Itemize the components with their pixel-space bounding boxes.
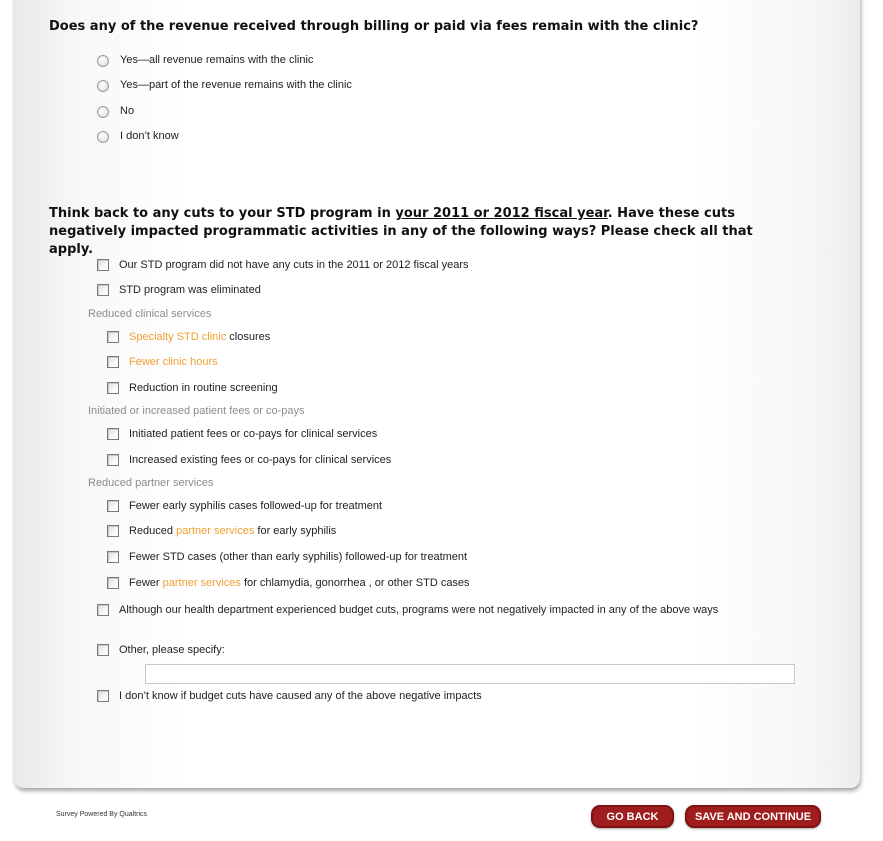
checkbox-option-reduced-partner-services[interactable] [107,525,336,537]
radio-button[interactable] [97,55,109,67]
highlighted-term: partner services [176,525,255,537]
radio-button[interactable] [97,131,109,143]
checkbox-option-other[interactable] [97,644,225,656]
radio-label: Yes—all revenue remains with the clinic [120,54,314,66]
checkbox[interactable] [97,604,109,616]
checkbox[interactable] [107,331,119,343]
checkbox[interactable] [107,454,119,466]
save-and-continue-button[interactable]: SAVE AND CONTINUE [685,805,821,828]
group-label-clinical: Reduced clinical services [88,308,212,320]
radio-option-part-revenue[interactable] [97,79,352,91]
label-pre: Fewer [129,577,163,589]
question-2-title-fiscal-year: your 2011 or 2012 fiscal year [395,206,608,221]
checkbox-option-fewer-syphilis[interactable] [107,500,382,512]
highlighted-term: Specialty STD clinic [129,331,227,343]
question-2-title-prefix: Think back to any cuts to your STD program in [49,206,396,221]
label-post: for chlamydia, gonorrhea , or other STD cases [240,577,470,589]
checkbox-label: Fewer clinic hours [129,356,218,368]
checkbox-label [129,577,470,589]
checkbox-label: Increased existing fees or co-pays for clinical services [129,454,392,466]
checkbox-option-initiated-fees[interactable] [107,428,377,440]
checkbox[interactable] [97,259,109,271]
checkbox[interactable] [107,577,119,589]
group-label-partner: Reduced partner services [88,477,214,489]
checkbox-label: Initiated patient fees or co-pays for clinical services [129,428,378,440]
checkbox[interactable] [97,284,109,296]
checkbox-option-fewer-std[interactable] [107,551,467,563]
checkbox-option-reduction-screening[interactable] [107,382,278,394]
checkbox-label: STD program was eliminated [119,284,261,296]
checkbox[interactable] [97,690,109,702]
checkbox-label: I don’t know if budget cuts have caused any of the above negative impacts [119,690,482,702]
checkbox[interactable] [107,382,119,394]
radio-option-no[interactable] [97,105,134,117]
highlighted-term: partner services [162,577,241,589]
checkbox-label: Other, please specify: [119,644,225,656]
radio-label: Yes—part of the revenue remains with the clinic [120,79,352,91]
checkbox-label: Reduction in routine screening [129,382,278,394]
checkbox-label: Fewer STD cases (other than early syphilis) followed-up for treatment [129,551,468,563]
group-label-fees: Initiated or increased patient fees or co-pays [88,405,305,417]
checkbox-option-eliminated[interactable] [97,284,261,296]
checkbox[interactable] [107,551,119,563]
checkbox[interactable] [107,500,119,512]
checkbox-option-specialty-clinic[interactable] [107,331,270,343]
radio-button[interactable] [97,80,109,92]
go-back-button[interactable]: GO BACK [591,805,674,828]
other-specify-input[interactable] [145,664,795,684]
radio-label: I don’t know [120,130,179,142]
checkbox-label: Although our health department experienced budget cuts, programs were not negatively impacted in any of the above ways [119,604,719,616]
question-1-title: Does any of the revenue received through billing or paid via fees remain with the clinic? [49,19,699,34]
checkbox-label: Our STD program did not have any cuts in the 2011 or 2012 fiscal years [119,259,469,271]
label-rest: closures [226,331,271,343]
label-pre: Reduced [129,525,177,537]
checkbox-option-fewer-partner-services[interactable] [107,577,470,589]
checkbox-label [129,331,270,343]
radio-button[interactable] [97,106,109,118]
question-2-title [49,205,769,259]
checkbox-option-not-impacted[interactable] [97,602,719,619]
radio-label: No [120,105,135,117]
checkbox-option-increased-fees[interactable] [107,454,391,466]
checkbox[interactable] [107,356,119,368]
question-2-title-suffix: . Have these cuts negatively impacted programmatic activities in any of the following ways? Please check all that apply. [49,206,753,257]
checkbox-label [129,525,336,537]
radio-option-all-revenue[interactable] [97,54,313,66]
checkbox[interactable] [107,525,119,537]
checkbox-option-fewer-hours[interactable] [107,356,218,368]
powered-by-text: Survey Powered By Qualtrics [56,811,148,818]
checkbox-label: Fewer early syphilis cases followed-up for treatment [129,500,383,512]
checkbox[interactable] [107,428,119,440]
checkbox-option-dont-know[interactable] [97,690,482,702]
checkbox-option-no-cuts[interactable] [97,259,469,271]
radio-option-dont-know[interactable] [97,130,179,142]
checkbox[interactable] [97,644,109,656]
label-post: for early syphilis [254,525,337,537]
